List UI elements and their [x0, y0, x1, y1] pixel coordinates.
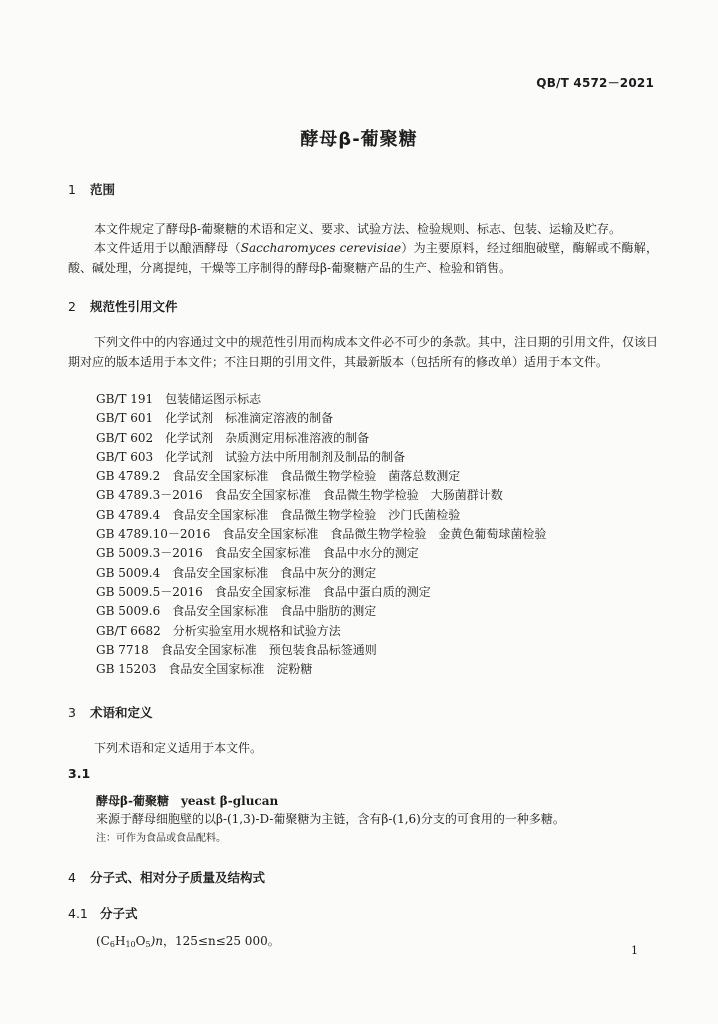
reference-item: GB 4789.2 食品安全国家标准 食品微生物学检验 菌落总数测定	[96, 469, 461, 484]
reference-item: GB/T 191 包装储运图示标志	[96, 392, 262, 406]
reference-item: GB 5009.4 食品安全国家标准 食品中灰分的测定	[96, 565, 377, 580]
term-definition: 来源于酵母细胞壁的以β-(1,3)-D-葡聚糖为主链，含有β-(1,6)分支的可食用的一种多糖。	[96, 812, 565, 826]
section-2-heading: 2 规范性引用文件	[68, 299, 178, 314]
reference-list	[96, 390, 546, 679]
molecular-formula: $(C_6H_{10}O_5)n$，125≤n≤25 000。	[96, 934, 280, 949]
section-1-heading: 1 范围	[68, 182, 116, 197]
reference-item: GB 4789.10－2016 食品安全国家标准 食品微生物学检验 金黄色葡萄球菌检验	[96, 527, 547, 542]
reference-item: GB 5009.5－2016 食品安全国家标准 食品中蛋白质的测定	[96, 584, 431, 599]
term-note: 注：可作为食品或食品配料。	[96, 833, 226, 844]
page-number: 1	[631, 944, 638, 957]
reference-item: GB 5009.6 食品安全国家标准 食品中脂肪的测定	[96, 604, 377, 619]
reference-item: GB 15203 食品安全国家标准 淀粉糖	[96, 662, 313, 677]
section-3-heading: 3 术语和定义	[68, 705, 153, 720]
reference-item: GB 4789.3－2016 食品安全国家标准 食品微生物学检验 大肠菌群计数	[96, 488, 503, 503]
subsection-3-1-number: 3.1	[68, 766, 91, 781]
document-title: 酵母β-葡聚糖	[300, 129, 418, 150]
reference-item: GB/T 603 化学试剂 试验方法中所用制剂及制品的制备	[96, 449, 406, 464]
standard-number: QB/T 4572－2021	[536, 76, 654, 90]
subsection-4-1-heading: 4.1 分子式	[68, 906, 138, 921]
reference-item: GB/T 601 化学试剂 标准滴定溶液的制备	[96, 411, 334, 426]
reference-item: GB/T 6682 分析实验室用水规格和试验方法	[96, 623, 341, 638]
section-1-paragraph-1: 本文件规定了酵母β-葡聚糖的术语和定义、要求、试验方法、检验规则、标志、包装、运输及贮存。	[94, 222, 621, 236]
reference-item: GB 5009.3－2016 食品安全国家标准 食品中水分的测定	[96, 546, 419, 561]
section-2-intro: 下列文件中的内容通过文中的规范性引用而构成本文件必不可少的条款。其中，注日期的引用文件，仅该日期对应的版本适用于本文件；不注日期的引用文件，其最新版本（包括所有的修改单）适用于本文件。	[68, 335, 659, 369]
reference-item: GB 4789.4 食品安全国家标准 食品微生物学检验 沙门氏菌检验	[96, 507, 461, 522]
section-3-intro: 下列术语和定义适用于本文件。	[94, 741, 263, 755]
section-1-paragraph-2: 本文件适用于以酿酒酵母（Saccharomyces cerevisiae）为主要原料，经过细胞破壁，酶解或不酶解，酸、碱处理，分离提纯，干燥等工序制得的酵母β-葡聚糖产品的生产、检验和销售。	[68, 241, 658, 275]
reference-item: GB/T 602 化学试剂 杂质测定用标准溶液的制备	[96, 430, 370, 445]
section-4-heading: 4 分子式、相对分子质量及结构式	[68, 870, 266, 885]
term-entry: 酵母β-葡聚糖 yeast β-glucan	[96, 794, 279, 808]
reference-item: GB 7718 食品安全国家标准 预包装食品标签通则	[96, 642, 377, 657]
